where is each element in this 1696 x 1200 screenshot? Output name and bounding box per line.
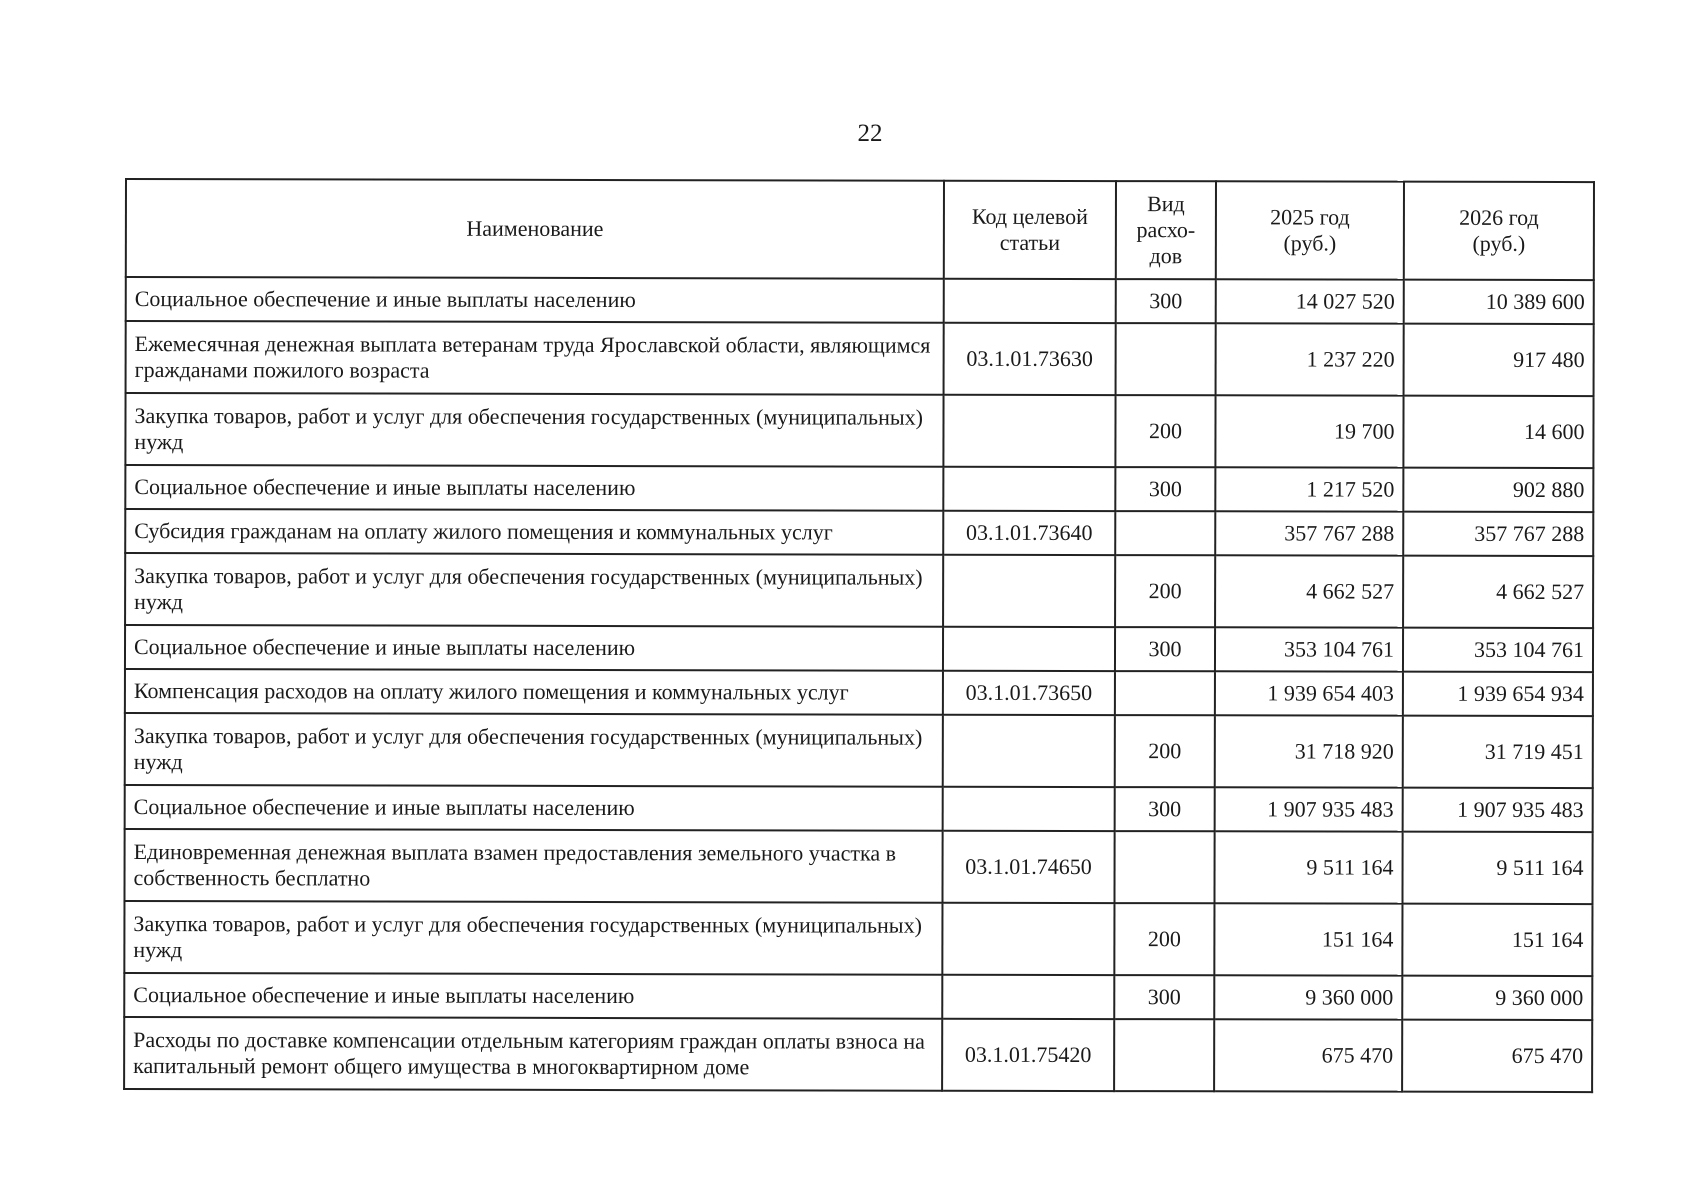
cell-expense-kind: 300 — [1115, 467, 1215, 511]
cell-amount-2025: 19 700 — [1215, 395, 1403, 467]
header-year-2026-line-2: (руб.) — [1472, 230, 1526, 256]
table-row — [126, 277, 1594, 324]
cell-code: 03.1.01.73640 — [943, 511, 1115, 555]
cell-code — [943, 715, 1115, 787]
cell-code — [944, 279, 1116, 323]
table-row — [124, 829, 1592, 904]
cell-amount-2026: 1 907 935 483 — [1403, 788, 1593, 832]
cell-amount-2026: 675 470 — [1402, 1020, 1592, 1092]
cell-expense-kind: 300 — [1114, 975, 1214, 1019]
cell-amount-2025: 1 939 654 403 — [1215, 671, 1403, 715]
cell-expense-kind — [1114, 831, 1214, 903]
cell-amount-2026: 14 600 — [1403, 396, 1593, 468]
header-code — [944, 181, 1116, 279]
header-kind-line-1: Вид — [1147, 191, 1185, 217]
cell-name: Социальное обеспечение и иные выплаты населению — [124, 973, 942, 1019]
cell-code: 03.1.01.74650 — [942, 831, 1114, 903]
cell-amount-2026: 10 389 600 — [1404, 280, 1594, 324]
cell-expense-kind: 300 — [1115, 787, 1215, 831]
cell-code — [943, 787, 1115, 831]
cell-amount-2025: 1 237 220 — [1216, 323, 1404, 395]
cell-amount-2025: 14 027 520 — [1216, 279, 1404, 323]
table-row — [125, 785, 1593, 832]
cell-expense-kind — [1114, 1019, 1214, 1091]
cell-name: Социальное обеспечение и иные выплаты населению — [126, 277, 944, 323]
cell-amount-2025: 1 907 935 483 — [1215, 787, 1403, 831]
cell-name: Социальное обеспечение и иные выплаты населению — [125, 465, 943, 511]
header-kind-line-3: дов — [1149, 243, 1183, 269]
cell-expense-kind — [1115, 671, 1215, 715]
header-code-line-2: статьи — [999, 229, 1061, 255]
cell-amount-2026: 353 104 761 — [1403, 628, 1593, 672]
budget-table — [123, 178, 1595, 1093]
header-year-2026-line-1: 2026 год — [1459, 204, 1539, 230]
table-row — [125, 393, 1593, 468]
cell-amount-2025: 353 104 761 — [1215, 627, 1403, 671]
cell-name: Компенсация расходов на оплату жилого помещения и коммунальных услуг — [125, 669, 943, 715]
cell-amount-2026: 9 360 000 — [1402, 976, 1592, 1020]
header-year-2025-line-2: (руб.) — [1283, 230, 1337, 256]
cell-code — [943, 555, 1115, 627]
cell-code — [943, 627, 1115, 671]
cell-name: Единовременная денежная выплата взамен предоставления земельного участка в собственность бесплатно — [124, 829, 942, 903]
cell-amount-2025: 9 360 000 — [1214, 975, 1402, 1019]
header-name-label: Наименование — [466, 215, 604, 242]
cell-amount-2025: 357 767 288 — [1215, 511, 1403, 555]
table-header — [126, 179, 1594, 280]
header-code-line-1: Код целевой — [971, 203, 1088, 230]
header-row — [126, 179, 1594, 280]
cell-name: Расходы по доставке компенсации отдельным категориям граждан оплаты взноса на капитальный ремонт общего имущества в многоквартирном доме — [124, 1017, 942, 1091]
cell-expense-kind: 200 — [1115, 555, 1215, 627]
cell-code — [942, 975, 1114, 1019]
table-row — [125, 625, 1593, 672]
cell-code — [943, 395, 1115, 467]
cell-expense-kind — [1115, 511, 1215, 555]
cell-name: Социальное обеспечение и иные выплаты населению — [125, 785, 943, 831]
cell-code: 03.1.01.73650 — [943, 671, 1115, 715]
cell-amount-2025: 4 662 527 — [1215, 555, 1403, 627]
cell-amount-2025: 9 511 164 — [1214, 831, 1402, 903]
cell-name: Социальное обеспечение и иные выплаты населению — [125, 625, 943, 671]
table-row — [125, 553, 1593, 628]
header-kind-line-2: расхо- — [1136, 217, 1196, 243]
header-kind — [1116, 181, 1216, 279]
cell-amount-2026: 9 511 164 — [1402, 832, 1592, 904]
cell-name: Закупка товаров, работ и услуг для обеспечения государственных (муниципальных) нужд — [125, 393, 943, 467]
cell-amount-2025: 675 470 — [1214, 1019, 1402, 1091]
table-row — [124, 901, 1592, 976]
cell-name: Закупка товаров, работ и услуг для обеспечения государственных (муниципальных) нужд — [124, 901, 942, 975]
cell-name: Ежемесячная денежная выплата ветеранам труда Ярославской области, являющимся гражданами пожилого возраста — [126, 321, 944, 395]
cell-name: Закупка товаров, работ и услуг для обеспечения государственных (муниципальных) нужд — [125, 553, 943, 627]
cell-amount-2026: 357 767 288 — [1403, 512, 1593, 556]
cell-amount-2025: 151 164 — [1214, 903, 1402, 975]
cell-expense-kind — [1116, 323, 1216, 395]
cell-amount-2026: 4 662 527 — [1403, 556, 1593, 628]
cell-expense-kind: 300 — [1116, 279, 1216, 323]
cell-amount-2026: 151 164 — [1402, 904, 1592, 976]
cell-code: 03.1.01.73630 — [944, 323, 1116, 395]
cell-name: Закупка товаров, работ и услуг для обеспечения государственных (муниципальных) нужд — [125, 713, 943, 787]
header-year-2025 — [1216, 181, 1404, 279]
cell-expense-kind: 200 — [1115, 395, 1215, 467]
table-body — [124, 277, 1594, 1092]
cell-expense-kind: 300 — [1115, 627, 1215, 671]
header-name — [126, 179, 944, 279]
cell-amount-2026: 1 939 654 934 — [1403, 672, 1593, 716]
cell-amount-2025: 31 718 920 — [1215, 715, 1403, 787]
cell-expense-kind: 200 — [1115, 715, 1215, 787]
table-row — [126, 321, 1594, 396]
header-year-2026 — [1404, 182, 1594, 280]
page-number: 22 — [857, 120, 883, 147]
cell-code — [942, 903, 1114, 975]
cell-amount-2026: 902 880 — [1403, 468, 1593, 512]
header-year-2025-line-1: 2025 год — [1270, 204, 1350, 230]
table-row — [125, 713, 1593, 788]
cell-amount-2026: 917 480 — [1404, 324, 1594, 396]
table-row — [125, 509, 1593, 556]
cell-name: Субсидия гражданам на оплату жилого помещения и коммунальных услуг — [125, 509, 943, 555]
cell-amount-2025: 1 217 520 — [1215, 467, 1403, 511]
table-row — [124, 973, 1592, 1020]
cell-code — [943, 467, 1115, 511]
cell-expense-kind: 200 — [1114, 903, 1214, 975]
cell-amount-2026: 31 719 451 — [1403, 716, 1593, 788]
table-row — [124, 1017, 1592, 1092]
cell-code: 03.1.01.75420 — [942, 1019, 1114, 1091]
table-row — [125, 465, 1593, 512]
table-row — [125, 669, 1593, 716]
